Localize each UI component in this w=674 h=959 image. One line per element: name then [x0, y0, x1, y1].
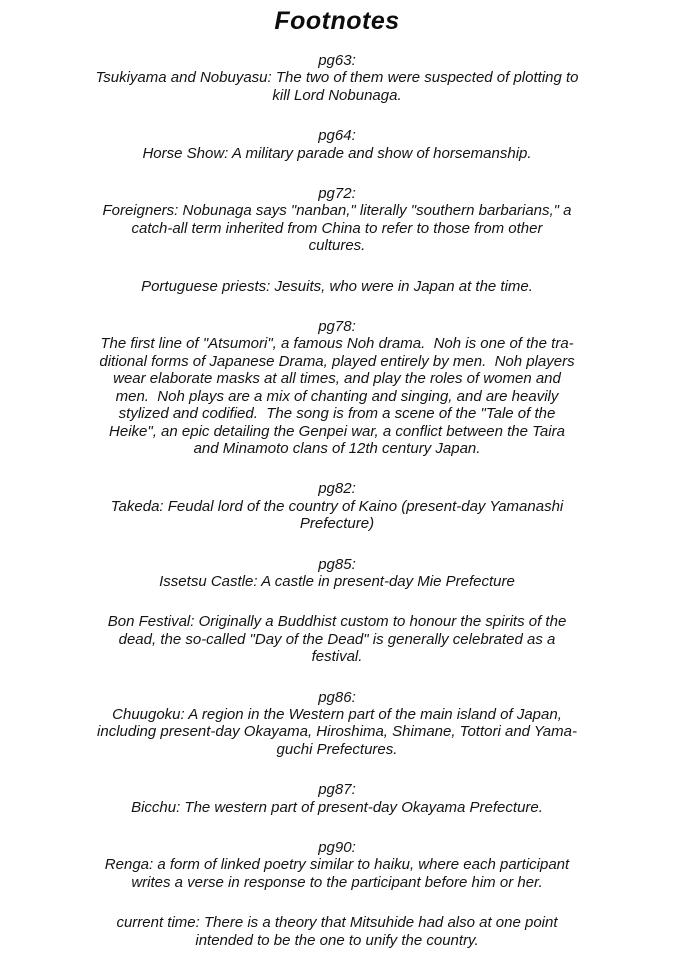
footnote-line: Issetsu Castle: A castle in present-day Mie Prefecture	[159, 572, 515, 590]
footnote-line: dead, the so-called "Day of the Dead" is generally celebrated as a	[118, 630, 556, 648]
page-title: Footnotes	[274, 7, 400, 35]
footnote-section	[38, 480, 636, 532]
footnote-line: Renga: a form of linked poetry similar to haiku, where each participant	[104, 856, 570, 874]
footnote-page-label: pg90:	[318, 839, 356, 856]
footnote-line: cultures.	[308, 237, 366, 255]
footnote-line: wear elaborate masks at all times, and play the roles of women and	[113, 370, 561, 388]
footnote-page-label: pg64:	[318, 127, 356, 145]
footnotes-list	[38, 52, 636, 949]
footnote-line: festival.	[311, 648, 363, 666]
footnote-line: and Minamoto clans of 12th century Japan.	[193, 439, 481, 457]
footnote-line: Horse Show: A military parade and show of horsemanship.	[142, 144, 532, 162]
footnote-section	[38, 689, 636, 759]
footnote-page-label: pg82:	[318, 480, 356, 498]
footnote-section	[38, 278, 636, 295]
footnote-section	[38, 127, 636, 162]
footnote-section	[38, 556, 636, 591]
footnote-section	[38, 318, 636, 457]
footnote-line: Bicchu: The western part of present-day Okayama Prefecture.	[131, 798, 543, 816]
footnote-line: catch-all term inherited from China to refer to those from other	[131, 219, 543, 237]
footnote-page-label: pg87:	[318, 781, 356, 799]
footnote-line: kill Lord Nobunaga.	[272, 86, 402, 104]
footnote-line: Foreigners: Nobunaga says "nanban," literally "southern barbarians," a	[102, 202, 572, 220]
footnote-line: Heike", an epic detailing the Genpei war, a conflict between the Taira	[109, 422, 565, 440]
footnote-page-label: pg78:	[318, 318, 356, 336]
footnote-line: Tsukiyama and Nobuyasu: The two of them were suspected of plotting to	[95, 69, 579, 87]
footnote-section	[38, 52, 636, 104]
footnote-line: Prefecture)	[299, 515, 375, 533]
footnote-line: including present-day Okayama, Hiroshima, Shimane, Tottori and Yama-	[97, 723, 577, 741]
footnote-section	[38, 781, 636, 816]
footnote-line: Chuugoku: A region in the Western part of the main island of Japan,	[112, 705, 562, 723]
footnote-page-label: pg63:	[318, 52, 356, 69]
footnote-line: current time: There is a theory that Mitsuhide had also at one point	[116, 914, 558, 932]
footnote-line: Portuguese priests: Jesuits, who were in Japan at the time.	[141, 277, 533, 295]
footnote-section	[38, 839, 636, 891]
footnote-line: writes a verse in response to the participant before him or her.	[131, 873, 543, 891]
footnote-section	[38, 185, 636, 255]
footnote-page-label: pg72:	[318, 185, 356, 203]
footnote-line: intended to be the one to unify the country.	[195, 931, 479, 949]
footnote-page-label: pg85:	[318, 555, 356, 573]
footnote-section	[38, 613, 636, 665]
footnote-line: ditional forms of Japanese Drama, played entirely by men. Noh players	[99, 352, 575, 370]
footnote-line: stylized and codified. The song is from a scene of the "Tale of the	[118, 405, 556, 423]
footnote-page-label: pg86:	[318, 688, 356, 706]
footnote-line: Takeda: Feudal lord of the country of Kaino (present-day Yamanashi	[110, 497, 564, 515]
footnote-line: men. Noh plays are a mix of chanting and singing, and are heavily	[115, 387, 559, 405]
footnote-section	[38, 914, 636, 949]
footnote-line: guchi Prefectures.	[276, 740, 398, 758]
footnote-line: Bon Festival: Originally a Buddhist custom to honour the spirits of the	[107, 613, 567, 631]
footnote-line: The first line of "Atsumori", a famous Noh drama. Noh is one of the tra-	[100, 335, 574, 353]
